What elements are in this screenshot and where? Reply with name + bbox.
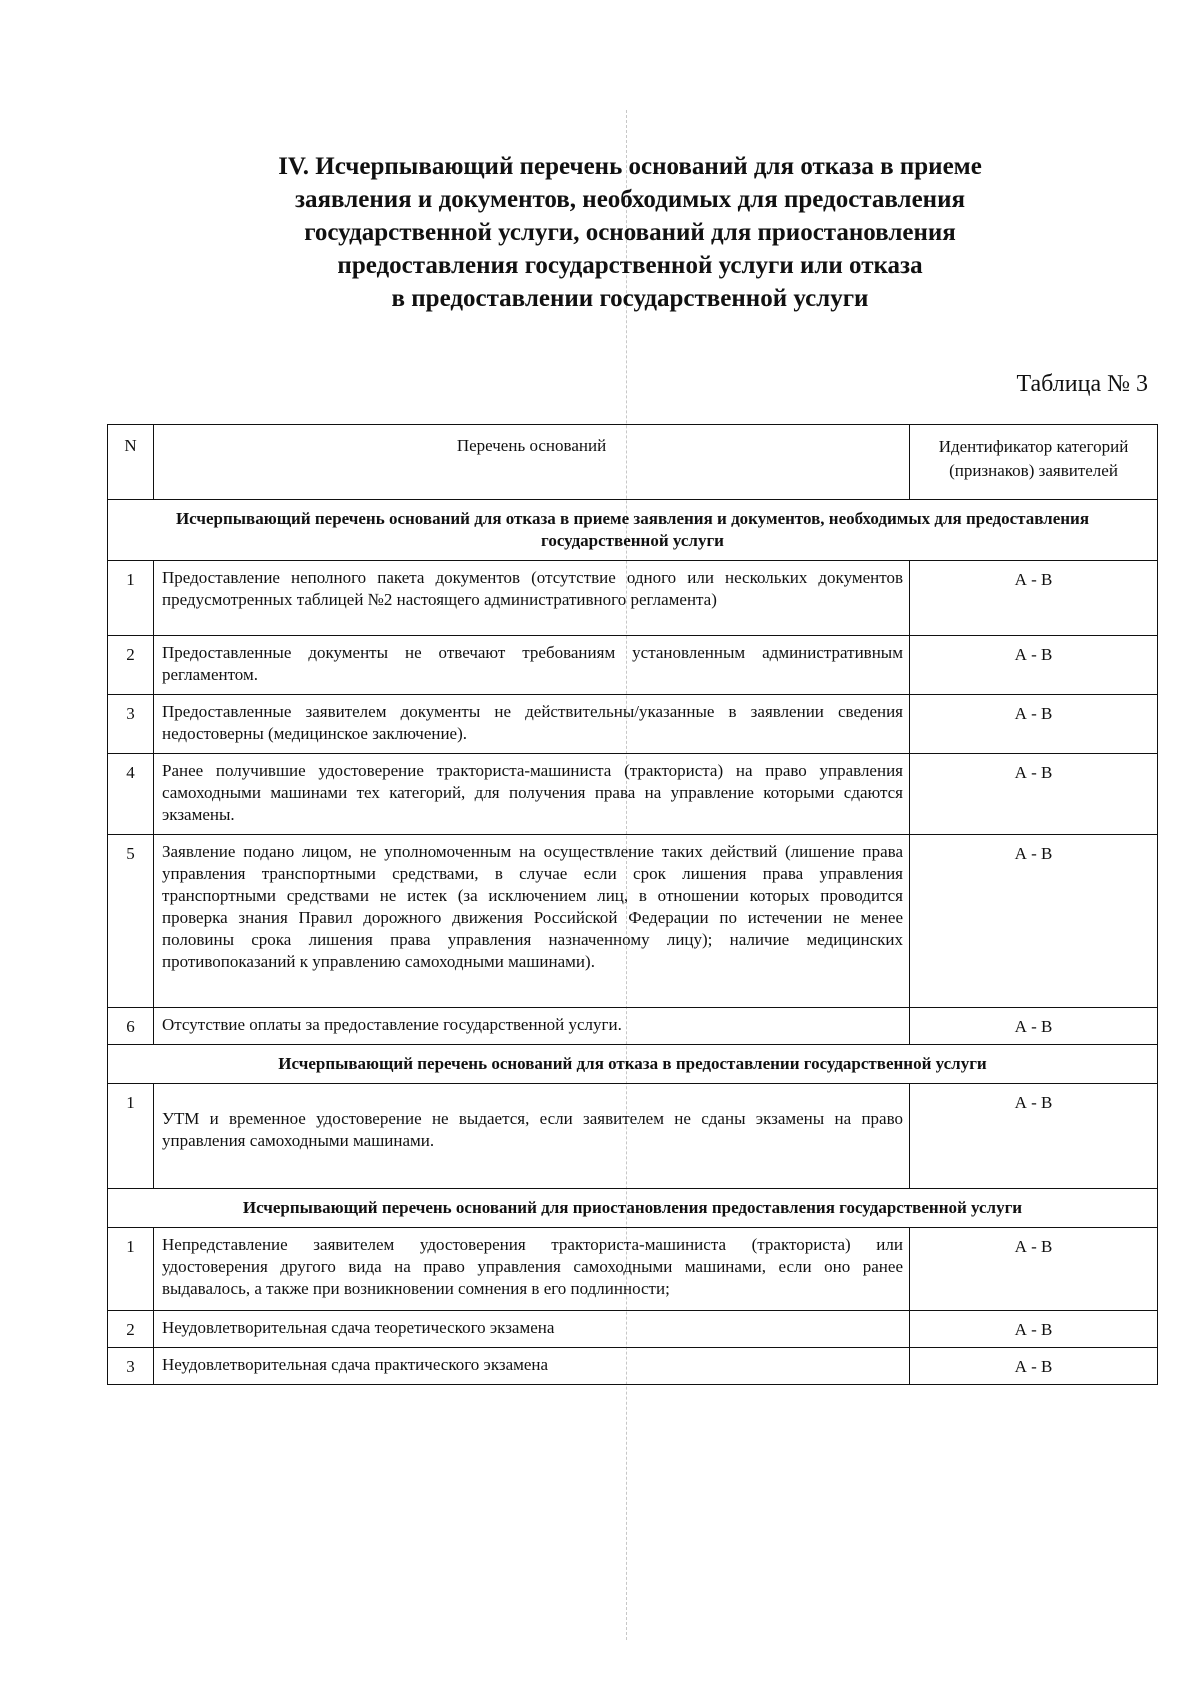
section-heading-row bbox=[108, 1045, 1158, 1084]
row-identifier: А - В bbox=[910, 1228, 1158, 1311]
section-heading: Исчерпывающий перечень оснований для приостановления предоставления государственной услуги bbox=[108, 1189, 1158, 1228]
row-num: 1 bbox=[108, 1228, 154, 1311]
row-text: Неудовлетворительная сдача практического экзамена bbox=[154, 1348, 910, 1385]
row-num: 3 bbox=[108, 695, 154, 754]
row-num: 2 bbox=[108, 636, 154, 695]
row-identifier: А - В bbox=[910, 1311, 1158, 1348]
row-identifier: А - В bbox=[910, 695, 1158, 754]
row-num: 5 bbox=[108, 835, 154, 1008]
row-text: Предоставленные заявителем документы не действительны/указанные в заявлении сведения недостоверны (медицинское заключение). bbox=[154, 695, 910, 754]
row-identifier: А - В bbox=[910, 636, 1158, 695]
row-num: 1 bbox=[108, 561, 154, 636]
row-text: УТМ и временное удостоверение не выдается, если заявителем не сданы экзамены на право управления самоходными машинами. bbox=[154, 1084, 910, 1189]
table-row bbox=[108, 636, 1158, 695]
row-identifier: А - В bbox=[910, 835, 1158, 1008]
row-num: 6 bbox=[108, 1008, 154, 1045]
title-line: в предоставлении государственной услуги bbox=[391, 285, 869, 312]
row-text: Ранее получившие удостоверение тракториста-машиниста (тракториста) на право управления самоходными машинами тех категорий, для получения права на управление которыми сдаются экзамены. bbox=[154, 754, 910, 835]
title-line: заявления и документов, необходимых для предоставления bbox=[294, 186, 966, 213]
row-identifier: А - В bbox=[910, 754, 1158, 835]
row-num: 3 bbox=[108, 1348, 154, 1385]
section-heading: Исчерпывающий перечень оснований для отказа в приеме заявления и документов, необходимых для предоставления государственной услуги bbox=[108, 500, 1158, 561]
table-row bbox=[108, 695, 1158, 754]
row-text: Неудовлетворительная сдача теоретического экзамена bbox=[154, 1311, 910, 1348]
header-num: N bbox=[108, 425, 154, 500]
table-row bbox=[108, 1008, 1158, 1045]
page-title bbox=[200, 150, 1060, 315]
table-label: Таблица № 3 bbox=[1016, 371, 1148, 397]
row-text: Заявление подано лицом, не уполномоченным на осуществление таких действий (лишение права управления транспортными средствами, в случае если срок лишения права управления транспортными средствами не истек (за исключением лиц, в отношении которых проводится проверка знания Правил дорожного движения Российской Федерации по истечении не менее половины срока лишения права управления назначенному лицу); наличие медицинских противопоказаний к управлению самоходными машинами). bbox=[154, 835, 910, 1008]
row-num: 1 bbox=[108, 1084, 154, 1189]
row-num: 2 bbox=[108, 1311, 154, 1348]
row-num: 4 bbox=[108, 754, 154, 835]
header-grounds: Перечень оснований bbox=[154, 425, 910, 500]
section-heading: Исчерпывающий перечень оснований для отказа в предоставлении государственной услуги bbox=[108, 1045, 1158, 1084]
row-identifier: А - В bbox=[910, 561, 1158, 636]
row-text: Непредставление заявителем удостоверения тракториста-машиниста (тракториста) или удостоверения другого вида на право управления самоходными машинами, если оно ранее выдавалось, а также при возникновении сомнения в его подлинности; bbox=[154, 1228, 910, 1311]
header-identifier: Идентификатор категорий (признаков) заявителей bbox=[910, 425, 1158, 500]
row-text: Предоставление неполного пакета документов (отсутствие одного или нескольких документов предусмотренных таблицей №2 настоящего административного регламента) bbox=[154, 561, 910, 636]
section-heading-row bbox=[108, 500, 1158, 561]
title-line: IV. Исчерпывающий перечень оснований для отказа в приеме bbox=[278, 153, 982, 180]
row-identifier: А - В bbox=[910, 1008, 1158, 1045]
table-row bbox=[108, 1311, 1158, 1348]
title-line: государственной услуги, оснований для приостановления bbox=[304, 219, 956, 246]
row-identifier: А - В bbox=[910, 1348, 1158, 1385]
title-line: предоставления государственной услуги или отказа bbox=[337, 252, 923, 279]
row-identifier: А - В bbox=[910, 1084, 1158, 1189]
table-row bbox=[108, 1228, 1158, 1311]
row-text: Отсутствие оплаты за предоставление государственной услуги. bbox=[154, 1008, 910, 1045]
row-text: Предоставленные документы не отвечают требованиям установленным административным регламентом. bbox=[154, 636, 910, 695]
table-row bbox=[108, 835, 1158, 1008]
section-heading-row bbox=[108, 1189, 1158, 1228]
table-row bbox=[108, 1084, 1158, 1189]
table-header-row bbox=[108, 425, 1158, 500]
table-row bbox=[108, 1348, 1158, 1385]
table-row bbox=[108, 754, 1158, 835]
table-row bbox=[108, 561, 1158, 636]
grounds-table bbox=[107, 424, 1158, 1385]
